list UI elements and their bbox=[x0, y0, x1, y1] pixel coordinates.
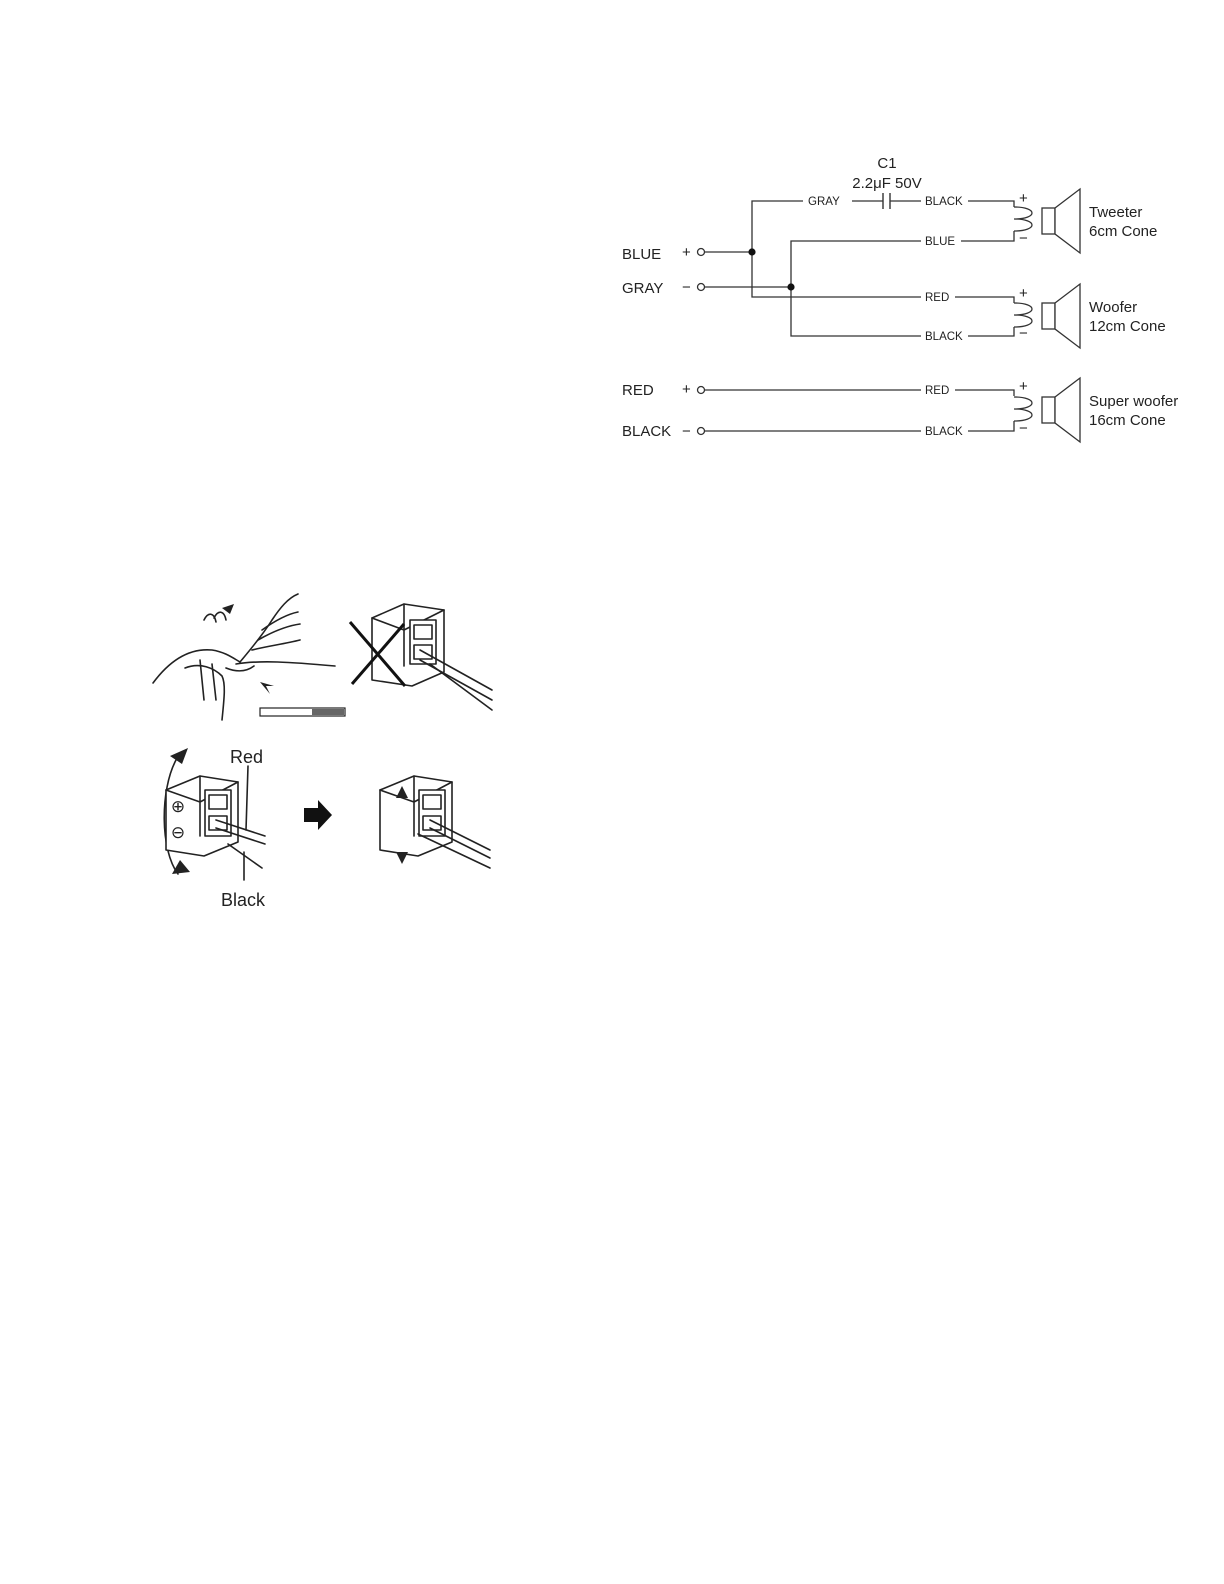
woofer-size: 12cm Cone bbox=[1089, 318, 1166, 335]
super-woofer-name: Super woofer bbox=[1089, 393, 1179, 410]
input-gray-polarity: − bbox=[682, 279, 691, 296]
input-terminal-red bbox=[698, 387, 705, 394]
input-blue-label: BLUE bbox=[622, 246, 662, 263]
capacitor-c1-symbol bbox=[883, 193, 890, 209]
terminal-minus-icon: ⊖ bbox=[170, 823, 186, 842]
wire-label-super-red: RED bbox=[925, 385, 950, 397]
woofer-minus-symbol: − bbox=[1019, 325, 1028, 342]
junction-dot-positive bbox=[748, 248, 755, 255]
right-arrow-icon bbox=[304, 800, 332, 830]
wire-label-woofer-black: BLACK bbox=[925, 331, 963, 343]
wire-label-tweeter-blue: BLUE bbox=[925, 236, 956, 248]
speaker-schematic bbox=[622, 155, 1178, 442]
wire-label-woofer-red: RED bbox=[925, 292, 950, 304]
terminal-plus-icon: ⊕ bbox=[170, 797, 186, 816]
tweeter-name: Tweeter bbox=[1089, 204, 1143, 221]
black-wire-label: Black bbox=[221, 890, 266, 910]
input-red-polarity: + bbox=[682, 381, 691, 398]
woofer-plus-symbol: + bbox=[1019, 285, 1028, 302]
woofer-name: Woofer bbox=[1089, 299, 1138, 316]
capacitor-ref-label: C1 bbox=[877, 155, 897, 172]
input-blue-polarity: + bbox=[682, 244, 691, 261]
wire-label-super-black: BLACK bbox=[925, 426, 963, 438]
junction-dot-negative bbox=[787, 283, 794, 290]
super-woofer-size: 16cm Cone bbox=[1089, 412, 1166, 429]
input-terminal-black bbox=[698, 428, 705, 435]
twist-wire-hands-illustration bbox=[153, 594, 345, 720]
input-terminal-gray bbox=[698, 284, 705, 291]
wiring-instructions-figure bbox=[153, 594, 492, 910]
completed-connection-illustration bbox=[380, 776, 490, 868]
tweeter-minus-symbol: − bbox=[1019, 230, 1028, 247]
tweeter-size: 6cm Cone bbox=[1089, 223, 1158, 240]
super-woofer-plus-symbol: + bbox=[1019, 378, 1028, 395]
wire-label-tweeter-black: BLACK bbox=[925, 196, 963, 208]
schematic-wires bbox=[705, 201, 1014, 431]
red-wire-label: Red bbox=[230, 747, 264, 767]
input-gray-label: GRAY bbox=[622, 280, 664, 297]
tweeter-plus-symbol: + bbox=[1019, 190, 1028, 207]
input-black-label: BLACK bbox=[622, 423, 672, 440]
wire-label-gray: GRAY bbox=[808, 196, 840, 208]
input-black-polarity: − bbox=[682, 423, 691, 440]
input-terminal-blue bbox=[698, 249, 705, 256]
capacitor-value-label: 2.2μF 50V bbox=[852, 175, 922, 192]
incorrect-connection-illustration bbox=[350, 604, 492, 710]
input-red-label: RED bbox=[622, 382, 654, 399]
super-woofer-minus-symbol: − bbox=[1019, 420, 1028, 437]
